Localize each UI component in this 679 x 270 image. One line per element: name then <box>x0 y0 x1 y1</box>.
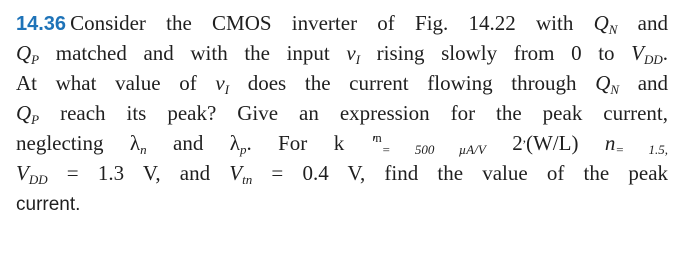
text: . <box>662 41 669 65</box>
subscript: p <box>239 142 247 157</box>
problem-line-5 <box>16 128 668 158</box>
math-var: Q <box>16 101 32 125</box>
math-var: n <box>604 131 616 155</box>
text: . For <box>246 131 308 155</box>
problem-line-6 <box>16 158 668 188</box>
text: At what value of <box>16 71 197 95</box>
subscript: P <box>31 112 40 127</box>
math-var: λ <box>229 131 240 155</box>
math-var: Q <box>595 71 611 95</box>
subscript: N <box>608 22 618 37</box>
problem-line-1 <box>16 8 668 38</box>
math-var: v <box>346 41 356 65</box>
subscript: n <box>140 142 147 157</box>
text: = 0.4 V, find the value of the peak <box>271 161 669 185</box>
text: current. <box>16 194 81 215</box>
math-var: ′ <box>370 131 376 155</box>
text: Consider the CMOS inverter of Fig. 14.22 with <box>70 11 574 35</box>
text: k <box>333 131 345 155</box>
text: and <box>637 11 668 35</box>
math-var: v <box>215 71 225 95</box>
math-var: Q <box>16 41 32 65</box>
text: = 1.3 V, and <box>66 161 211 185</box>
math-var: Q <box>593 11 609 35</box>
text: matched and with the input <box>55 41 330 65</box>
subscript: DD <box>28 172 48 187</box>
subscript: I <box>224 82 230 97</box>
math-var: V <box>16 161 29 185</box>
text: and <box>637 71 669 95</box>
text: (W/L) <box>525 131 579 155</box>
subscript: N <box>610 82 620 97</box>
math-var: V <box>631 41 644 65</box>
text: neglecting <box>16 131 104 155</box>
superscript: , <box>522 130 526 145</box>
problem-line-4 <box>16 98 668 128</box>
subscript: tn <box>242 172 253 187</box>
problem-line-3 <box>16 68 668 98</box>
superscript: n <box>375 130 382 145</box>
subscript: = 1.5, <box>615 142 669 157</box>
problem-number: 14.36 <box>16 13 67 35</box>
math-var: λ <box>129 131 141 155</box>
subscript: P <box>31 52 40 67</box>
text: does the current flowing through <box>247 71 577 95</box>
problem-line-7 <box>16 188 668 218</box>
problem-14-36 <box>16 8 668 218</box>
text: reach its peak? Give an expression for the peak current, <box>60 101 668 125</box>
subscript: DD <box>644 52 663 67</box>
subscript: = 500 µA/V <box>381 142 486 157</box>
subscript: I <box>355 52 361 67</box>
problem-line-2 <box>16 38 668 68</box>
text: 2 <box>512 131 523 155</box>
text: rising slowly from 0 to <box>376 41 615 65</box>
text: and <box>173 131 204 155</box>
math-var: V <box>229 161 243 185</box>
